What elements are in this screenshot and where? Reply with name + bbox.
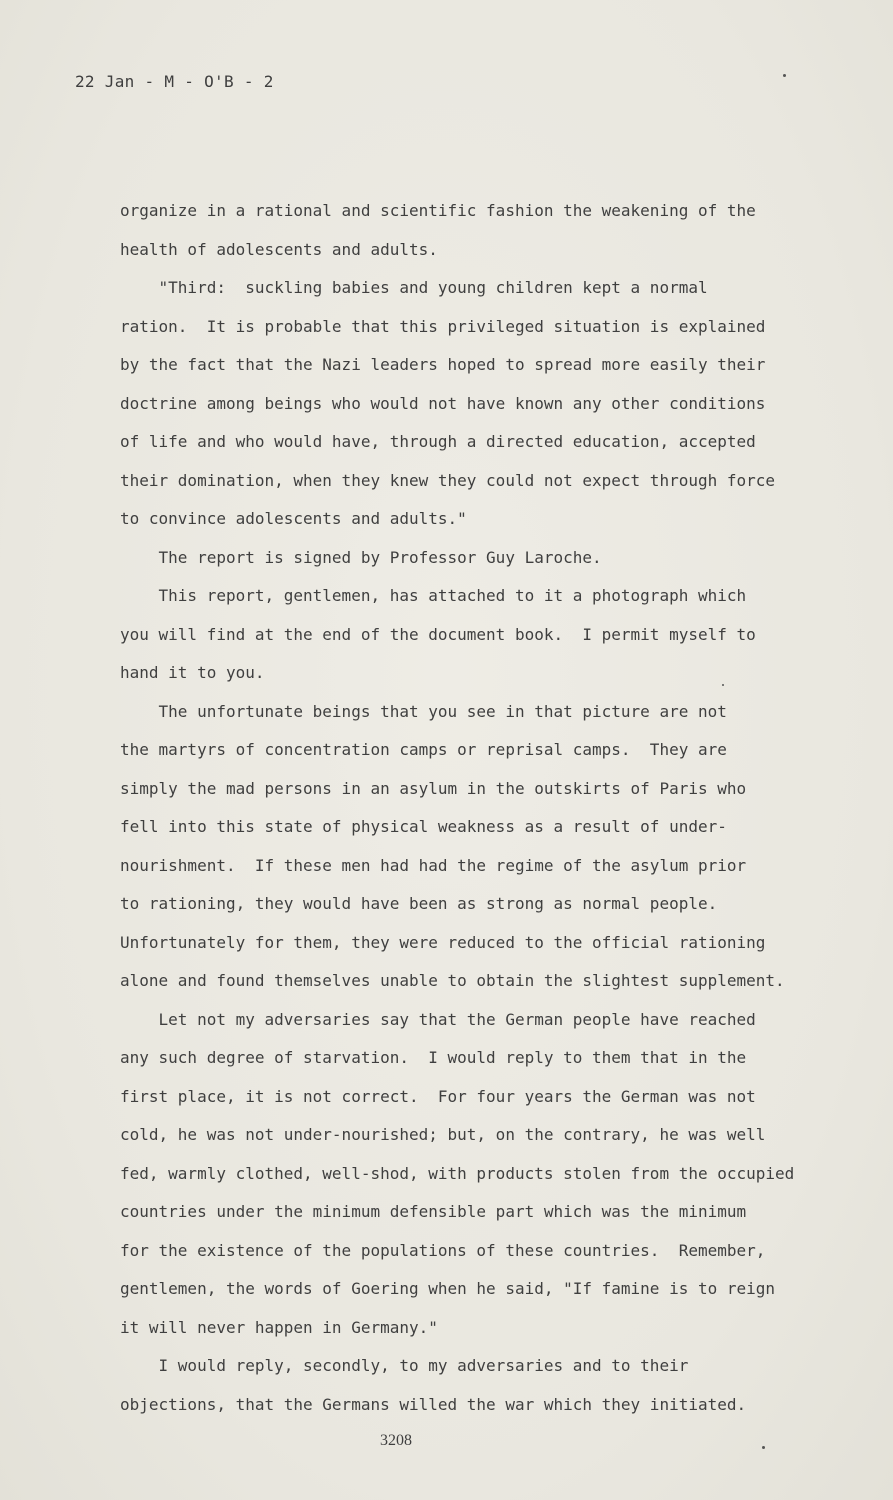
text-line: of life and who would have, through a directed education, accepted <box>120 432 756 451</box>
text-line: I would reply, secondly, to my adversaries and to their <box>120 1356 689 1375</box>
page-number: 3208 <box>380 1432 412 1449</box>
text-line: countries under the minimum defensible part which was the minimum <box>120 1202 747 1221</box>
text-line: The report is signed by Professor Guy Laroche. <box>120 547 602 567</box>
text-line: gentlemen, the words of Goering when he said, "If famine is to reign <box>120 1279 776 1298</box>
paper-speck <box>762 1446 765 1449</box>
text-line: cold, he was not under-nourished; but, on the contrary, he was well <box>120 1125 766 1144</box>
text-line: their domination, when they knew they could not expect through force <box>120 470 776 490</box>
text-line: "Third: suckling babies and young children kept a normal <box>120 278 708 297</box>
page-header: 22 Jan - M - O'B - 2 <box>75 72 274 91</box>
text-line: fell into this state of physical weakness as a result of under- <box>120 817 727 836</box>
text-line: This report, gentlemen, has attached to it a photograph which <box>120 586 747 605</box>
body-text <box>120 192 800 1424</box>
text-line: first place, it is not correct. For four years the German was not <box>120 1086 756 1106</box>
text-line: to convince adolescents and adults." <box>120 509 467 528</box>
text-line: Let not my adversaries say that the German people have reached <box>120 1009 756 1029</box>
text-line: doctrine among beings who would not have known any other conditions <box>120 393 766 413</box>
text-line: ration. It is probable that this privileged situation is explained <box>120 316 766 336</box>
paper-speck <box>783 74 786 77</box>
text-line: it will never happen in Germany." <box>120 1317 438 1337</box>
text-line: to rationing, they would have been as strong as normal people. <box>120 894 718 913</box>
paper-speck <box>722 684 724 686</box>
text-line: for the existence of the populations of these countries. Remember, <box>120 1240 766 1260</box>
text-line: by the fact that the Nazi leaders hoped to spread more easily their <box>120 355 766 374</box>
text-line: hand it to you. <box>120 663 265 682</box>
text-line: alone and found themselves unable to obtain the slightest supplement. <box>120 971 785 990</box>
text-line: health of adolescents and adults. <box>120 239 438 259</box>
text-line: the martyrs of concentration camps or reprisal camps. They are <box>120 740 727 759</box>
text-line: The unfortunate beings that you see in that picture are not <box>120 701 727 721</box>
text-line: any such degree of starvation. I would reply to them that in the <box>120 1048 747 1067</box>
text-line: Unfortunately for them, they were reduced to the official rationing <box>120 932 766 952</box>
text-line: objections, that the Germans willed the war which they initiated. <box>120 1394 747 1414</box>
text-line: fed, warmly clothed, well-shod, with products stolen from the occupied <box>120 1163 795 1183</box>
text-line: you will find at the end of the document book. I permit myself to <box>120 624 756 644</box>
text-line: organize in a rational and scientific fashion the weakening of the <box>120 201 756 220</box>
text-line: nourishment. If these men had had the regime of the asylum prior <box>120 855 747 875</box>
text-line: simply the mad persons in an asylum in the outskirts of Paris who <box>120 778 747 798</box>
